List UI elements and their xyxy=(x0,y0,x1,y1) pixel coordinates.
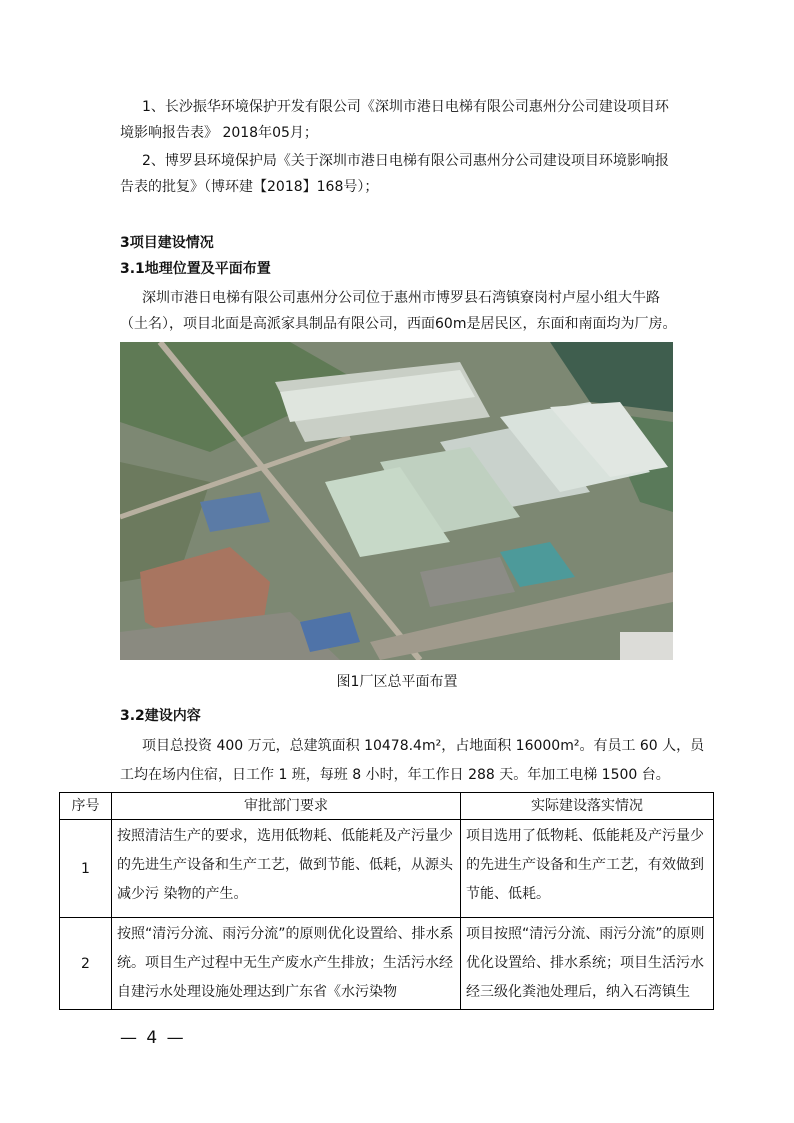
implementation-cell: 项目选用了低物耗、低能耗及产污量少的先进生产设备和生产工艺，有效做到节能、低耗。 xyxy=(461,820,714,918)
column-header-implementation: 实际建设落实情况 xyxy=(461,793,714,820)
reference-1-line-1: 1、长沙振华环境保护开发有限公司《深圳市港日电梯有限公司惠州分公司建设项目环 xyxy=(142,99,669,115)
section-3-2-heading: 3.2建设内容 xyxy=(120,708,201,724)
location-paragraph-line-1: 深圳市港日电梯有限公司惠州分公司位于惠州市博罗县石湾镇寮岗村卢屋小组大牛路 xyxy=(142,290,660,306)
reference-2-line-2: 告表的批复》（博环建【2018】168号）； xyxy=(120,179,379,195)
table-row xyxy=(60,820,714,918)
requirement-cell: 按照“清污分流、雨污分流”的原则优化设置给、排水系统。项目生产过程中无生产废水产生排放；生活污水经自建污水处理设施处理达到广东省《水污染物 xyxy=(112,918,461,1010)
construction-paragraph-line-1: 项目总投资 400 万元，总建筑面积 10478.4m²，占地面积 16000m²。有员工 60 人，员 xyxy=(142,738,705,754)
requirements-table xyxy=(59,792,714,1010)
location-paragraph-line-2: （土名），项目北面是高派家具制品有限公司，西面60m是居民区，东面和南面均为厂房。 xyxy=(120,316,677,332)
column-header-number: 序号 xyxy=(60,793,112,820)
reference-1-line-2: 境影响报告表》 2018年05月； xyxy=(120,125,318,141)
section-3-1-heading: 3.1地理位置及平面布置 xyxy=(120,261,271,277)
implementation-cell: 项目按照“清污分流、雨污分流”的原则优化设置给、排水系统；项目生活污水经三级化粪池处理后，纳入石湾镇生 xyxy=(461,918,714,1010)
figure-caption: 图1厂区总平面布置 xyxy=(336,674,458,690)
construction-paragraph-line-2: 工均在场内住宿，日工作 1 班，每班 8 小时，年工作日 288 天。年加工电梯 1500 台。 xyxy=(120,767,670,783)
table-row xyxy=(60,918,714,1010)
column-header-requirement: 审批部门要求 xyxy=(112,793,461,820)
row-number: 2 xyxy=(60,918,112,1010)
row-number: 1 xyxy=(60,820,112,918)
table-header-row xyxy=(60,793,714,820)
site-aerial-photo xyxy=(120,342,673,660)
requirement-cell: 按照清洁生产的要求，选用低物耗、低能耗及产污量少的先进生产设备和生产工艺，做到节能、低耗，从源头减少污 染物的产生。 xyxy=(112,820,461,918)
page-number: — 4 — xyxy=(120,1028,186,1048)
reference-2-line-1: 2、博罗县环境保护局《关于深圳市港日电梯有限公司惠州分公司建设项目环境影响报 xyxy=(142,153,669,169)
section-3-heading: 3项目建设情况 xyxy=(120,235,214,251)
